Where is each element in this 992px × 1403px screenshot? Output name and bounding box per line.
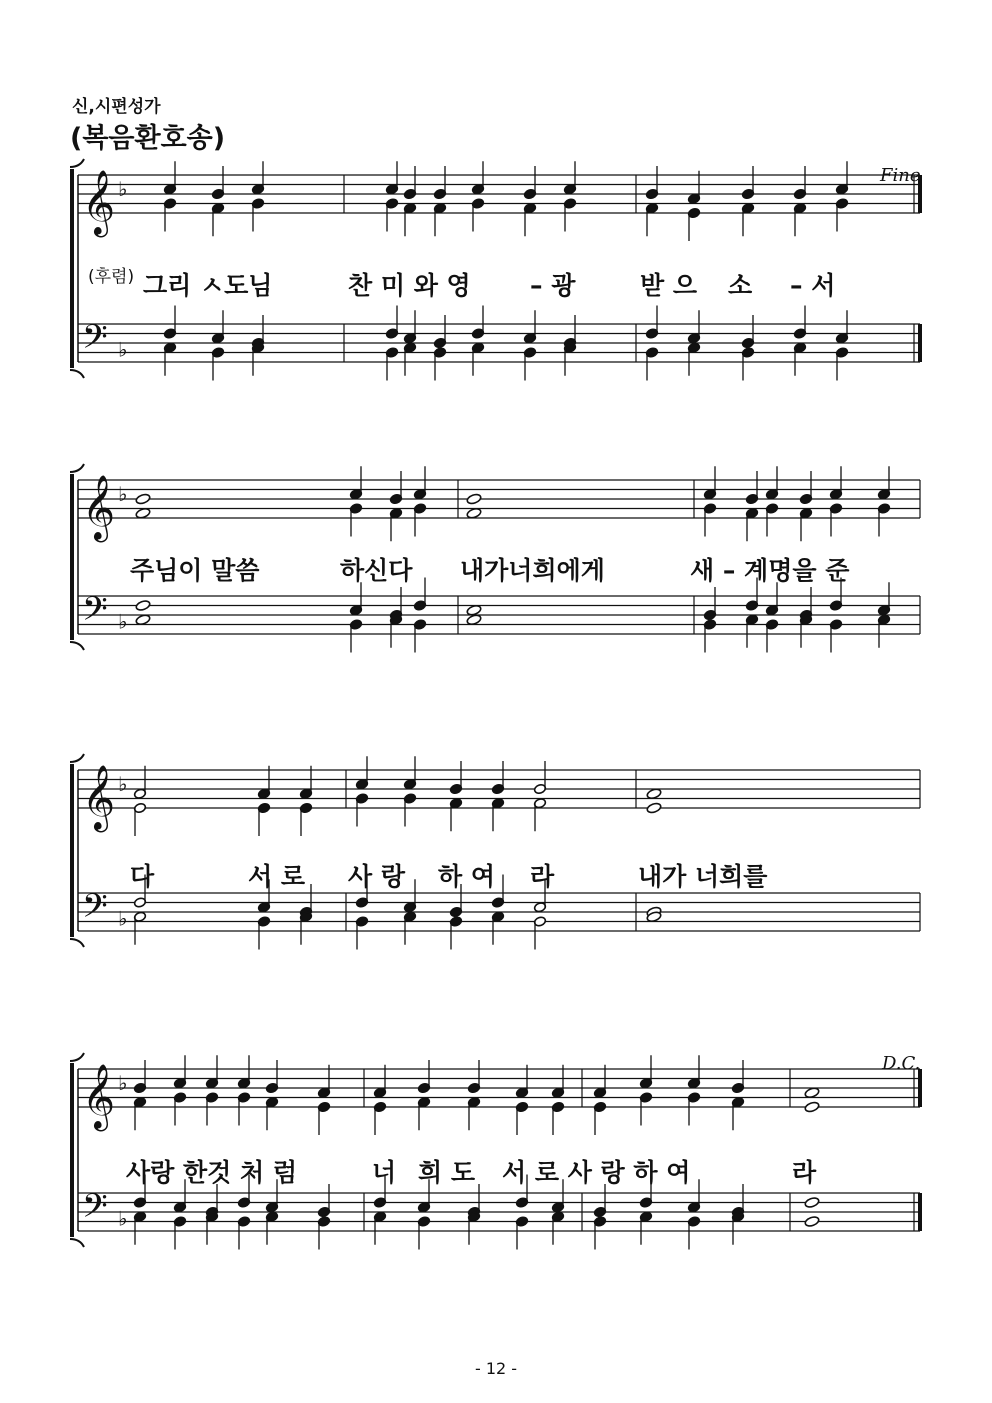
flat-key-icon: ♭ xyxy=(118,1071,128,1095)
bass-clef-icon: 𝄢 xyxy=(82,590,108,637)
bass-clef-icon: 𝄢 xyxy=(82,318,108,365)
chord-3-3 xyxy=(299,766,312,945)
flat-key-icon: ♭ xyxy=(118,177,128,201)
note-head xyxy=(804,1215,820,1227)
lyric-s3-5: 라 xyxy=(530,862,555,891)
lyric-s1-2: 찬 미 와 영 xyxy=(348,271,471,300)
lyric-s4-2: 너 xyxy=(372,1158,397,1187)
bracket-hook-top xyxy=(70,1053,84,1061)
category-label: 신,시편성가 xyxy=(72,97,161,117)
lyric-s3-6: 내가 너희를 xyxy=(638,862,768,891)
flat-key-icon: ♭ xyxy=(118,609,128,634)
lyric-s4-3: 희 도 xyxy=(418,1158,476,1187)
bracket-hook-bottom xyxy=(70,939,84,947)
note-head xyxy=(804,1101,820,1113)
bass-clef-icon: 𝄢 xyxy=(82,887,108,934)
flat-key-icon: ♭ xyxy=(118,906,128,931)
staff-system-4 xyxy=(70,1053,920,1247)
bracket-hook-bottom xyxy=(70,642,84,650)
chord-2-11 xyxy=(877,466,890,648)
lyric-s2-1: 주님이 말씀 xyxy=(130,556,260,585)
lyric-s2-3: 내가너희에게 xyxy=(460,556,605,585)
flat-key-icon: ♭ xyxy=(118,337,128,362)
chord-3-4 xyxy=(355,756,368,949)
lyric-s3-2: 서 로 xyxy=(248,862,306,891)
chord-2-4 xyxy=(413,466,426,652)
bracket-hook-top xyxy=(70,754,84,762)
chord-3-5 xyxy=(403,756,416,945)
refrain-label: (후렴) xyxy=(88,267,135,287)
chord-4-15 xyxy=(731,1060,744,1245)
lyric-s1-3: – 광 xyxy=(530,271,576,300)
bracket-hook-bottom xyxy=(70,1239,84,1247)
bracket-hook-bottom xyxy=(70,370,84,378)
chord-4-13 xyxy=(639,1055,652,1245)
lyric-s2-4: 새 – 계명을 준 xyxy=(690,556,850,585)
note-head xyxy=(135,599,151,611)
lyric-s2-2: 하신다 xyxy=(340,556,413,585)
chord-3-1 xyxy=(133,766,146,945)
bracket-hook-top xyxy=(70,159,84,167)
lyric-s4-4: 서 로 사 랑 하 여 xyxy=(502,1158,691,1187)
page-title: (복음환호송) xyxy=(70,123,226,154)
treble-clef-icon: 𝄞 xyxy=(82,1064,116,1129)
bracket-hook-top xyxy=(70,464,84,472)
lyric-s1-6: – 서 xyxy=(790,271,836,300)
page-number: - 12 - xyxy=(474,1359,518,1378)
lyric-s1-5: 소 xyxy=(728,271,753,300)
lyric-s3-4: 하 여 xyxy=(438,862,496,891)
lyric-s1-1: 그리 ㅅ도님 xyxy=(143,271,273,300)
note-head xyxy=(135,493,151,505)
treble-clef-icon: 𝄞 xyxy=(82,475,116,540)
treble-clef-icon: 𝄞 xyxy=(82,765,116,830)
chord-3-8 xyxy=(533,761,546,950)
chord-3-6 xyxy=(449,761,462,950)
lyric-s4-5: 라 xyxy=(792,1158,817,1187)
note-head xyxy=(804,1196,820,1208)
dc-mark: D.C. xyxy=(882,1053,921,1074)
chord-4-6 xyxy=(317,1065,330,1250)
lyric-s1-4: 받 으 xyxy=(640,271,698,300)
flat-key-icon: ♭ xyxy=(118,1206,128,1231)
flat-key-icon: ♭ xyxy=(118,772,128,796)
flat-key-icon: ♭ xyxy=(118,482,128,506)
fine-mark: Fine xyxy=(880,165,921,186)
bass-clef-icon: 𝄢 xyxy=(82,1187,108,1234)
chord-3-7 xyxy=(491,761,504,945)
lyric-s4-1: 사랑 한것 처 럼 xyxy=(126,1158,298,1187)
treble-clef-icon: 𝄞 xyxy=(82,170,116,235)
chord-4-3 xyxy=(205,1055,218,1245)
note-head xyxy=(646,802,662,814)
lyric-s3-3: 사 랑 xyxy=(348,862,406,891)
note-head xyxy=(466,493,482,505)
lyric-s3-1: 다 xyxy=(130,862,155,891)
